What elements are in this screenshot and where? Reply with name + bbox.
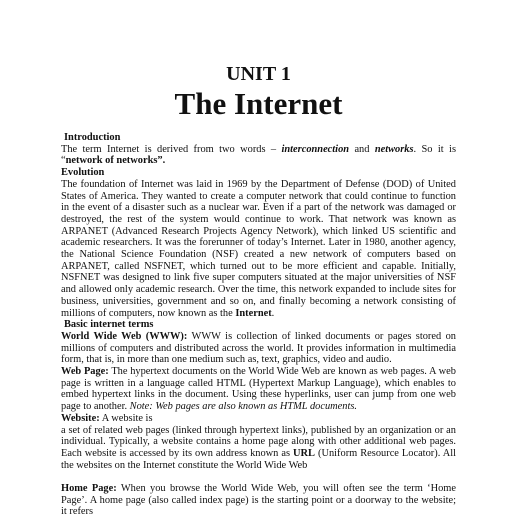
document-page — [61, 62, 456, 518]
document-body — [61, 132, 456, 518]
page-title: The Internet — [174, 86, 343, 121]
introduction-text: The term Internet is derived from two words – — [61, 143, 282, 155]
introduction-text: . So it is “ — [61, 143, 456, 167]
web-page-text: The hypertext documents on the World Wide Web are known as web pages. A web page is written in a language called HTML (Hypertext Markup Language), which enables to embed hypertext links in the document. Using these hyperlinks, user can jump from one web page to another. — [61, 366, 456, 413]
evolution-heading: Evolution — [61, 167, 105, 179]
term-interconnection: interconnection — [281, 143, 350, 155]
website-text: a set of related web pages (linked through hypertext links), published by an organization or an individual. Typically, a website contains a home page along with other additional web pages. Each website is accessed by its own address known as — [61, 424, 456, 459]
web-page-note: Note: Web pages are also known as HTML documents. — [129, 401, 358, 413]
introduction-paragraph — [61, 144, 456, 167]
introduction-heading: Introduction — [64, 132, 121, 143]
www-text: WWW is collection of linked documents or pages stored on millions of computers and distributed across the world. It provides information in multimedia form, that is, in more than one medium such as, text, graphics, video and audio. — [61, 330, 456, 366]
basic-terms-heading: Basic internet terms — [64, 319, 154, 331]
home-page-text: When you browse the World Wide Web, you will often see the term ‘Home Page’. A home page (also called index page) is the starting point or a doorway to the website; it refers — [61, 483, 456, 518]
evolution-paragraph — [61, 179, 456, 319]
website-paragraph — [61, 425, 456, 472]
www-paragraph — [61, 331, 456, 366]
evolution-end: . — [271, 307, 275, 319]
evolution-text: The foundation of Internet was laid in 1969 by the Department of Defense (DOD) of United States of America. They wanted to create a computer network that could continue to function in the event of a disaster such as a nuclear war. Even if a part of the network was damaged or destroyed, the rest of the system would continue to work. That network was known as ARPANET (Advanced Research Projects Agency Network), which linked US scientific and academic researchers. It was the forerunner of today’s Internet. Later in 1980, another agency, the National Science Foundation (NSF) created a new network of computers based on ARPANET, called NSFNET, which turned out to be more efficient and capable. Initially, NSFNET was designed to link five super computers situated at the major universities of NSF and allowed only academic research. Over the time, this network expanded to include sites for business, universities, government and so on, and finally becoming a network consisting of millions of computers, now known as the — [61, 178, 456, 319]
term-network-of-networks: network of networks”. — [65, 155, 166, 167]
term-internet: Internet — [235, 307, 272, 319]
unit-label: UNIT 1 — [226, 63, 291, 85]
www-label: World Wide Web (WWW): — [61, 330, 188, 342]
website-label: Website: — [61, 412, 100, 424]
web-page-label: Web Page: — [61, 366, 109, 378]
home-page-label: Home Page: — [61, 483, 117, 495]
website-text: (Uniform Resource Locator). All the websites on the Internet constitute the World Wide Web — [61, 447, 456, 471]
website-heading-line — [61, 413, 456, 425]
website-text: A website is — [99, 412, 153, 424]
term-networks: networks — [374, 143, 414, 155]
home-page-paragraph — [61, 483, 456, 518]
paragraph-gap — [61, 471, 456, 483]
introduction-text: and — [349, 143, 375, 155]
term-url: URL — [293, 447, 315, 459]
web-page-paragraph — [61, 366, 456, 413]
